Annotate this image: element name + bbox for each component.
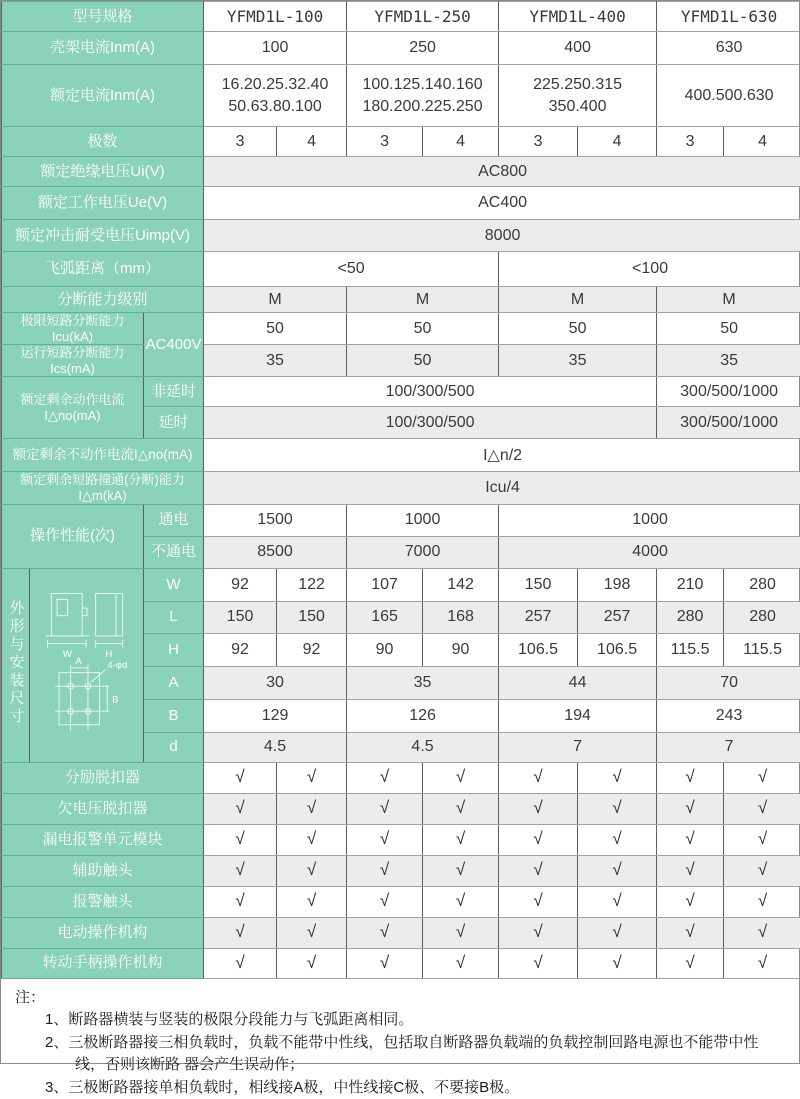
check-mark: √ [724,824,800,855]
spec-cell: I△n/2 [204,439,800,472]
check-mark: √ [204,948,277,978]
check-mark: √ [277,948,347,978]
row-label: 飞弧距离（mm） [2,252,204,287]
spec-cell: 280 [724,601,800,633]
spec-cell: 4.5 [347,732,499,762]
row-label: 转动手柄操作机构 [2,948,204,978]
spec-cell: 250 [347,32,499,65]
check-mark: √ [204,886,277,917]
row-accessory-1 [2,793,800,824]
model-cell: YFMD1L-400 [499,2,657,32]
check-mark: √ [347,824,423,855]
row-label: 额定冲击耐受电压Uimp(V) [2,220,204,252]
row-sublabel: 通电 [144,504,204,536]
row-sublabel: 非延时 [144,377,204,407]
row-label: 额定绝缘电压Ui(V) [2,157,204,187]
dim-key: A [144,666,204,699]
row-icu [2,313,800,345]
spec-cell: 300/500/1000 [657,377,800,407]
check-mark: √ [724,793,800,824]
note-line: 1、断路器横装与竖装的极限分段能力与飞弧距离相同。 [45,1009,785,1032]
spec-cell: 150 [277,601,347,633]
row-accessory-6 [2,948,800,978]
row-label: 报警触头 [2,886,204,917]
check-mark: √ [423,762,499,793]
spec-cell: 107 [347,568,423,601]
check-mark: √ [578,824,657,855]
spec-cell: 280 [657,601,724,633]
spec-cell: 142 [423,568,499,601]
row-label-model: 型号规格 [2,2,204,32]
row-model [2,2,800,32]
check-mark: √ [277,886,347,917]
row-label: 额定剩余不动作电流I△no(mA) [2,439,204,472]
model-cell: YFMD1L-630 [657,2,800,32]
spec-cell: 4 [277,127,347,157]
spec-cell: 150 [204,601,277,633]
spec-cell: 92 [204,633,277,666]
dim-key: d [144,732,204,762]
breaker-outline-drawing [32,571,142,755]
row-sublabel: 延时 [144,407,204,439]
check-mark: √ [423,948,499,978]
spec-cell: 3 [657,127,724,157]
spec-cell: 4 [423,127,499,157]
row-dim-W [2,568,800,601]
spec-cell: 257 [578,601,657,633]
spec-cell: 100 [204,32,347,65]
value-line: 225.250.315 [499,74,656,96]
check-mark: √ [347,855,423,886]
check-mark: √ [204,855,277,886]
spec-cell: 122 [277,568,347,601]
spec-cell: 8000 [204,220,800,252]
spec-cell: 50 [657,313,800,345]
notes-title: 注： [45,987,785,1010]
row-label: 额定工作电压Ue(V) [2,187,204,220]
spec-cell: 300/500/1000 [657,407,800,439]
check-mark: √ [578,855,657,886]
spec-cell: <50 [204,252,499,287]
row-label: 电动操作机构 [2,917,204,948]
spec-cell: 90 [347,633,423,666]
spec-cell: 198 [578,568,657,601]
row-residual-non-delay [2,377,800,407]
check-mark: √ [347,793,423,824]
row-poles [2,127,800,157]
check-mark: √ [204,917,277,948]
check-mark: √ [578,793,657,824]
spec-cell: AC800 [204,157,800,187]
spec-cell: 35 [204,345,347,377]
row-sublabel: 不通电 [144,536,204,568]
value-line: 50.63.80.100 [204,96,346,118]
check-mark: √ [277,824,347,855]
dim-key: W [144,568,204,601]
check-mark: √ [499,886,578,917]
row-label: 额定剩余短路撞通(分断)能力I△m(kA) [2,472,204,504]
value-line: 16.20.25.32.40 [204,74,346,96]
spec-cell: 50 [204,313,347,345]
check-mark: √ [657,762,724,793]
check-mark: √ [578,948,657,978]
check-mark: √ [277,793,347,824]
check-mark: √ [423,886,499,917]
spec-cell: M [347,287,499,313]
row-frame-current [2,32,800,65]
spec-cell: 280 [724,568,800,601]
spec-cell: <100 [499,252,800,287]
check-mark: √ [423,855,499,886]
spec-cell: 35 [657,345,800,377]
check-mark: √ [657,948,724,978]
row-ics [2,345,800,377]
check-mark: √ [277,762,347,793]
row-label: 极限短路分断能力Icu(kA) [2,313,144,345]
row-working-voltage [2,187,800,220]
dim-key: L [144,601,204,633]
spec-cell: 1000 [347,504,499,536]
spec-cell: 70 [657,666,800,699]
row-label: 运行短路分断能力Ics(mA) [2,345,144,377]
row-insulation-voltage [2,157,800,187]
model-cell: YFMD1L-250 [347,2,499,32]
row-accessory-0 [2,762,800,793]
check-mark: √ [499,824,578,855]
spec-cell: 1000 [499,504,800,536]
check-mark: √ [347,762,423,793]
row-arc-distance [2,252,800,287]
check-mark: √ [499,855,578,886]
spec-cell: 129 [204,699,347,732]
diagram-label-w: W [62,649,72,660]
row-breaking-class [2,287,800,313]
diagram-label-b: B [112,694,118,705]
check-mark: √ [204,793,277,824]
check-mark: √ [724,886,800,917]
note-line: 2、三极断路器接三相负载时，负载不能带中性线，包括取自断路器负载端的负载控制回路电源也不能带中性线，否则该断路 器会产生误动作； [45,1032,785,1077]
spec-cell: 4 [724,127,800,157]
row-label: 辅助触头 [2,855,204,886]
spec-cell: M [204,287,347,313]
spec-cell: 115.5 [724,633,800,666]
check-mark: √ [347,886,423,917]
spec-cell: 106.5 [578,633,657,666]
spec-cell: 4000 [499,536,800,568]
row-residual-non-operating [2,439,800,472]
spec-cell: 165 [347,601,423,633]
spec-cell: 3 [499,127,578,157]
row-label: 分励脱扣器 [2,762,204,793]
spec-cell: 8500 [204,536,347,568]
spec-cell: 100/300/500 [204,407,657,439]
row-residual-making-breaking [2,472,800,504]
spec-cell: 257 [499,601,578,633]
check-mark: √ [499,917,578,948]
check-mark: √ [277,917,347,948]
check-mark: √ [657,886,724,917]
spec-cell: M [499,287,657,313]
spec-cell: 194 [499,699,657,732]
row-impulse-voltage [2,220,800,252]
spec-cell: 126 [347,699,499,732]
check-mark: √ [204,762,277,793]
spec-cell: 30 [204,666,347,699]
check-mark: √ [277,855,347,886]
check-mark: √ [423,917,499,948]
check-mark: √ [578,762,657,793]
spec-cell: 106.5 [499,633,578,666]
spec-cell: 7000 [347,536,499,568]
value-line: 180.200.225.250 [347,96,498,118]
spec-cell: 7 [657,732,800,762]
check-mark: √ [347,917,423,948]
spec-cell: 44 [499,666,657,699]
check-mark: √ [657,855,724,886]
check-mark: √ [657,793,724,824]
spec-cell: 50 [499,313,657,345]
row-accessory-3 [2,855,800,886]
spec-cell: 243 [657,699,800,732]
spec-cell: 3 [347,127,423,157]
row-label: 额定电流Inm(A) [2,65,204,127]
spec-cell [499,65,657,127]
diagram-label-a: A [75,656,82,667]
check-mark: √ [724,917,800,948]
row-accessory-5 [2,917,800,948]
spec-cell: 115.5 [657,633,724,666]
spec-cell: Icu/4 [204,472,800,504]
check-mark: √ [347,948,423,978]
spec-cell [347,65,499,127]
spec-cell [204,65,347,127]
diagram-label-holes: 4-φd [107,659,127,670]
row-accessory-4 [2,886,800,917]
value-line: 350.400 [499,96,656,118]
value-line: 100.125.140.160 [347,74,498,96]
dim-key: B [144,699,204,732]
row-label-dimensions: 外形与安装尺寸 [2,568,30,762]
row-label: 极数 [2,127,204,157]
spec-cell: 35 [499,345,657,377]
row-sublabel-ac400v: AC400V [144,313,204,377]
spec-cell: 90 [423,633,499,666]
spec-cell: 100/300/500 [204,377,657,407]
check-mark: √ [578,917,657,948]
spec-cell: 7 [499,732,657,762]
row-label: 额定剩余动作电流I△no(mA) [2,377,144,439]
check-mark: √ [724,762,800,793]
row-label: 漏电报警单元模块 [2,824,204,855]
row-accessory-2 [2,824,800,855]
check-mark: √ [657,917,724,948]
spec-cell: 50 [347,345,499,377]
spec-cell: 150 [499,568,578,601]
spec-cell: M [657,287,800,313]
row-label: 壳架电流Inm(A) [2,32,204,65]
spec-cell: 35 [347,666,499,699]
dimension-diagram [30,568,144,762]
check-mark: √ [657,824,724,855]
check-mark: √ [423,793,499,824]
spec-cell: 210 [657,568,724,601]
check-mark: √ [499,762,578,793]
spec-table [1,1,800,979]
spec-cell: 4 [578,127,657,157]
spec-cell: 1500 [204,504,347,536]
check-mark: √ [724,948,800,978]
spec-cell: 4.5 [204,732,347,762]
check-mark: √ [499,793,578,824]
check-mark: √ [578,886,657,917]
check-mark: √ [499,948,578,978]
spec-cell: 168 [423,601,499,633]
row-label: 操作性能(次) [2,504,144,568]
check-mark: √ [204,824,277,855]
spec-cell: 92 [204,568,277,601]
model-cell: YFMD1L-100 [204,2,347,32]
spec-cell: 400 [499,32,657,65]
row-label: 欠电压脱扣器 [2,793,204,824]
diagram-label-h: H [105,649,112,660]
row-operation-energized [2,504,800,536]
row-rated-current [2,65,800,127]
spec-cell: 400.500.630 [657,65,800,127]
note-line: 3、三极断路器接单相负载时，相线接A极，中性线接C极、不要接B极。 [45,1077,785,1099]
spec-cell: 3 [204,127,277,157]
spec-cell: 50 [347,313,499,345]
dim-key: H [144,633,204,666]
check-mark: √ [423,824,499,855]
spec-cell: 630 [657,32,800,65]
check-mark: √ [724,855,800,886]
spec-cell: 92 [277,633,347,666]
spec-cell: AC400 [204,187,800,220]
row-label: 分断能力级别 [2,287,204,313]
